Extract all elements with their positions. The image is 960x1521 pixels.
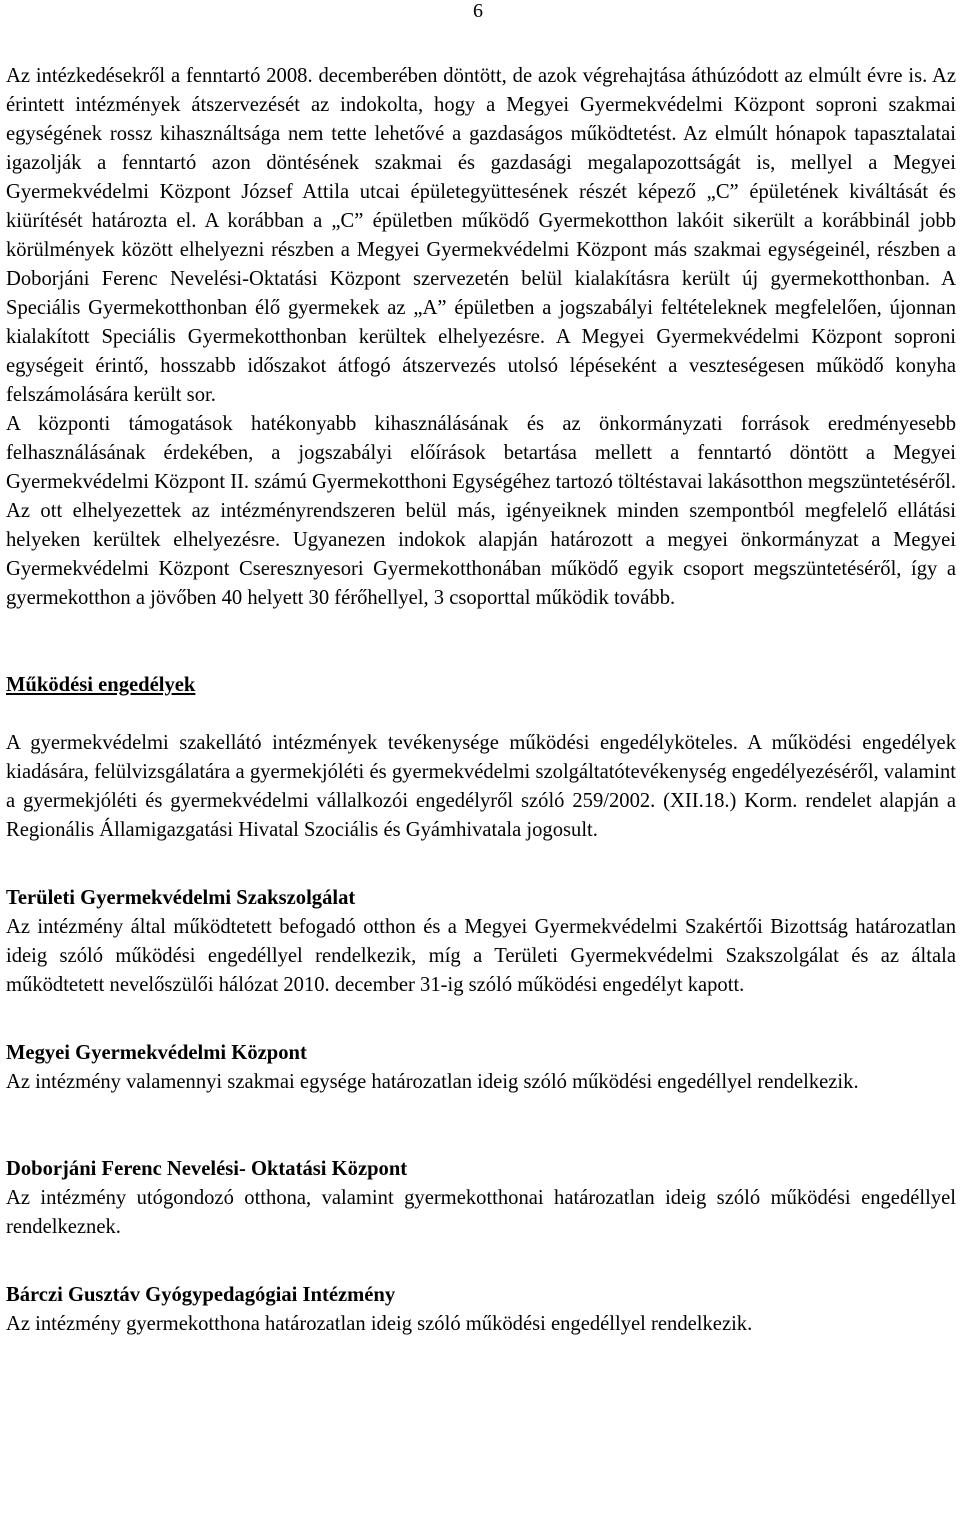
spacer xyxy=(6,1242,956,1281)
spacer xyxy=(6,613,956,671)
page-number: 6 xyxy=(473,0,483,22)
spacer xyxy=(6,1000,956,1039)
institution-heading-megyei: Megyei Gyermekvédelmi Központ xyxy=(6,1042,307,1064)
permits-heading: Működési engedélyek xyxy=(6,674,196,696)
page-content xyxy=(6,62,956,1339)
institution-heading-barczi: Bárczi Gusztáv Gyógypedagógiai Intézmény xyxy=(6,1284,396,1306)
spacer xyxy=(6,845,956,884)
intro-paragraph: Az intézkedésekről a fenntartó 2008. decemberében döntött, de azok végrehajtása áthúzódott az elmúlt évre is. Az érintett intézmények átszervezését az indokolta, hogy a Megyei Gyermekvédelmi Központ soproni szakmai egységének rossz kihasználtsága nem tette lehetővé a gazdaságos működtetést. Az elmúlt hónapok tapasztalatai igazolják a fenntartó azon döntésének szakmai és gazdasági megalapozottságát is, mellyel a Megyei Gyermekvédelmi Központ József Attila utcai épületegyüttesének részét képező „C” épületének kiváltását és kiürítését határozta el. A korábban a „C” épületben működő Gyermekotthon lakóit sikerült a korábbinál jobb körülmények között elhelyezni részben a Megyei Gyermekvédelmi Központ más szakmai egységeinél, részben a Doborjáni Ferenc Nevelési-Oktatási Központ szervezetén belül kialakításra került új gyermekotthonban. A Speciális Gyermekotthonban élő gyermekek az „A” épületben a jogszabályi feltételeknek megfelelően, újonnan kialakított Speciális Gyermekotthonban kerültek elhelyezésre. A Megyei Gyermekvédelmi Központ soproni egységeit érintő, hosszabb időszakot átfogó átszervezés utolsó lépéseként a veszteségesen működő konyha felszámolására került sor. xyxy=(6,65,956,406)
institution-heading-doborjani: Doborjáni Ferenc Nevelési- Oktatási Központ xyxy=(6,1158,408,1180)
institution-text-megyei: Az intézmény valamennyi szakmai egysége határozatlan ideig szóló működési engedéllyel rendelkezik. xyxy=(6,1071,859,1093)
institution-text-doborjani: Az intézmény utógondozó otthona, valamint gyermekotthonai határozatlan ideig szóló működési engedéllyel rendelkeznek. xyxy=(6,1187,956,1238)
institution-text-teruleti: Az intézmény által működtetett befogadó otthon és a Megyei Gyermekvédelmi Szakértői Bizottság határozatlan ideig szóló működési engedéllyel rendelkezik, míg a Területi Gyermekvédelmi Szakszolgálat és az általa működtetett nevelőszülői hálózat 2010. december 31-ig szóló működési engedélyt kapott. xyxy=(6,916,956,996)
second-paragraph: A központi támogatások hatékonyabb kihasználásának és az önkormányzati források eredményesebb felhasználásának érdekében, a jogszabályi előírások betartása mellett a fenntartó döntött a Megyei Gyermekvédelmi Központ II. számú Gyermekotthoni Egységéhez tartozó töltéstavai lakásotthon megszüntetéséről. Az ott elhelyezettek az intézményrendszeren belül más, igényeiknek minden szempontból megfelelő ellátási helyeken kerültek elhelyezésre. Ugyanezen indokok alapján határozott a megyei önkormányzat a Megyei Gyermekvédelmi Központ Cseresznyesori Gyermekotthonában működő egyik csoport megszüntetéséről, így a gyermekotthon a jövőben 40 helyett 30 férőhellyel, 3 csoporttal működik tovább. xyxy=(6,413,956,609)
institution-text-barczi: Az intézmény gyermekotthona határozatlan ideig szóló működési engedéllyel rendelkezik. xyxy=(6,1313,753,1335)
spacer xyxy=(6,1097,956,1155)
institution-heading-teruleti: Területi Gyermekvédelmi Szakszolgálat xyxy=(6,887,356,909)
spacer xyxy=(6,700,956,729)
permits-paragraph: A gyermekvédelmi szakellátó intézmények tevékenysége működési engedélyköteles. A működési engedélyek kiadására, felülvizsgálatára a gyermekjóléti és gyermekvédelmi szolgáltatótevékenység engedélyezéséről, valamint a gyermekjóléti és gyermekvédelmi vállalkozói engedélyről szóló 259/2002. (XII.18.) Korm. rendelet alapján a Regionális Államigazgatási Hivatal Szociális és Gyámhivatala jogosult. xyxy=(6,732,956,841)
